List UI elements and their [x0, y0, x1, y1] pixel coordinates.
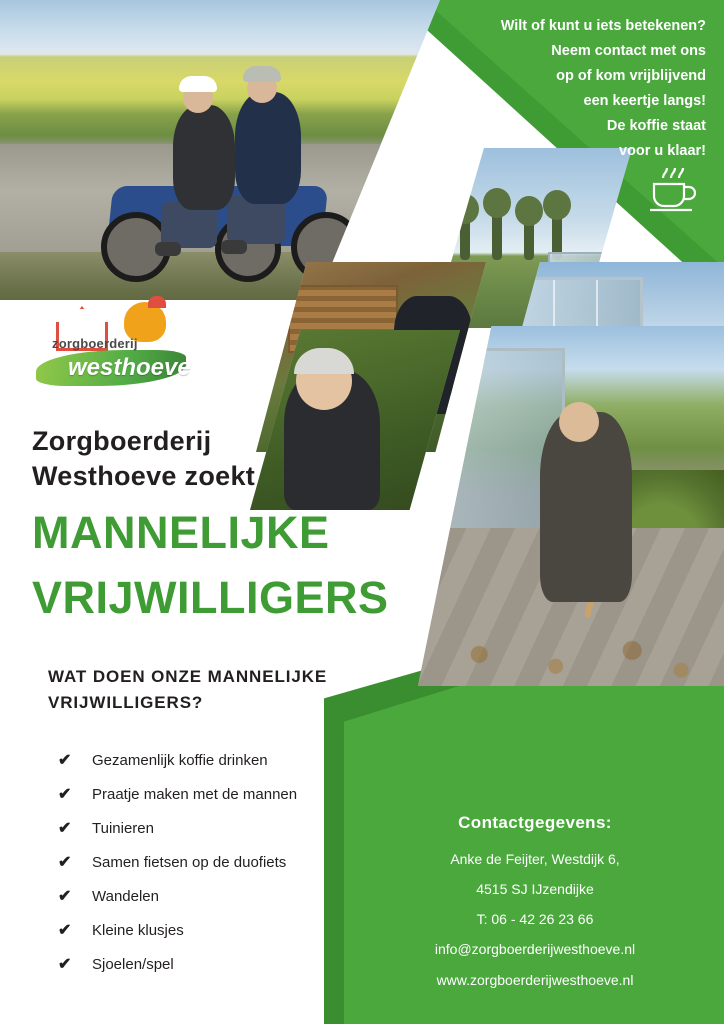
volunteer-figure — [540, 412, 632, 602]
list-item-label: Tuinieren — [92, 820, 154, 837]
contact-address-line-2: 4515 SJ IJzendijke — [476, 880, 594, 897]
headline-block — [32, 424, 432, 623]
list-item-label: Samen fietsen op de duofiets — [92, 854, 287, 871]
activities-heading — [48, 664, 408, 715]
headline-sub-line-2: Westhoeve zoekt — [32, 461, 256, 492]
list-item-label: Praatje maken met de mannen — [92, 786, 298, 803]
tree-icon — [524, 216, 534, 260]
list-item — [58, 786, 438, 803]
check-icon: ✔ — [58, 752, 72, 769]
fallen-leaves — [418, 607, 724, 686]
headline-main-line-2: VRIJWILLIGERS — [32, 571, 389, 623]
rider-shoe — [155, 242, 181, 256]
check-icon: ✔ — [58, 820, 72, 837]
headline-sub-line-1: Zorgboerderij — [32, 426, 212, 456]
cta-line-4: een keertje langs! — [583, 92, 706, 109]
volunteer-head — [559, 402, 599, 442]
duofiets-bike — [95, 73, 365, 288]
activities-heading-line-2: VRIJWILLIGERS? — [48, 692, 204, 712]
cta-line-3: op of kom vrijblijvend — [556, 67, 706, 84]
cta-line-1: Wilt of kunt u iets betekenen? — [500, 18, 706, 34]
cta-line-6: voor u klaar! — [618, 142, 706, 159]
westhoeve-logo — [28, 300, 198, 400]
logo-line-2: westhoeve — [68, 354, 191, 381]
contact-title: Contactgegevens: — [458, 812, 612, 832]
chicken-comb-icon — [148, 296, 166, 308]
list-item — [58, 752, 438, 769]
check-icon: ✔ — [58, 922, 72, 939]
check-icon: ✔ — [58, 786, 72, 803]
headline-main-line-1: MANNELIJKE — [32, 507, 330, 559]
contact-phone[interactable]: T: 06 - 42 26 23 66 — [476, 911, 594, 928]
coffee-cup-icon — [644, 162, 700, 214]
check-icon: ✔ — [58, 888, 72, 905]
list-item-label: Wandelen — [92, 888, 159, 905]
contact-website[interactable]: www.zorgboerderijwesthoeve.nl — [436, 971, 634, 988]
top-call-to-action — [436, 14, 706, 164]
list-item-label: Gezamenlijk koffie drinken — [92, 752, 268, 769]
list-item-label: Kleine klusjes — [92, 922, 184, 939]
check-icon: ✔ — [58, 854, 72, 871]
rider-cap — [243, 66, 281, 82]
cta-line-2: Neem contact met ons — [551, 42, 706, 59]
rider-cap — [179, 76, 217, 92]
list-item-label: Sjoelen/spel — [92, 956, 174, 973]
activities-heading-line-1: WAT DOEN ONZE MANNELIJKE — [48, 667, 328, 686]
tree-icon — [492, 208, 502, 260]
rider-body — [235, 92, 301, 204]
contact-address-line-1: Anke de Feijter, Westdijk 6, — [450, 850, 620, 867]
rider-body — [173, 105, 235, 210]
cta-line-5: De koffie staat — [606, 117, 706, 134]
contact-block — [380, 813, 690, 1000]
rider-shoe — [221, 240, 247, 254]
logo-line-1: zorgboerderij — [52, 336, 138, 351]
contact-email[interactable]: info@zorgboerderijwesthoeve.nl — [434, 941, 636, 958]
check-icon: ✔ — [58, 956, 72, 973]
